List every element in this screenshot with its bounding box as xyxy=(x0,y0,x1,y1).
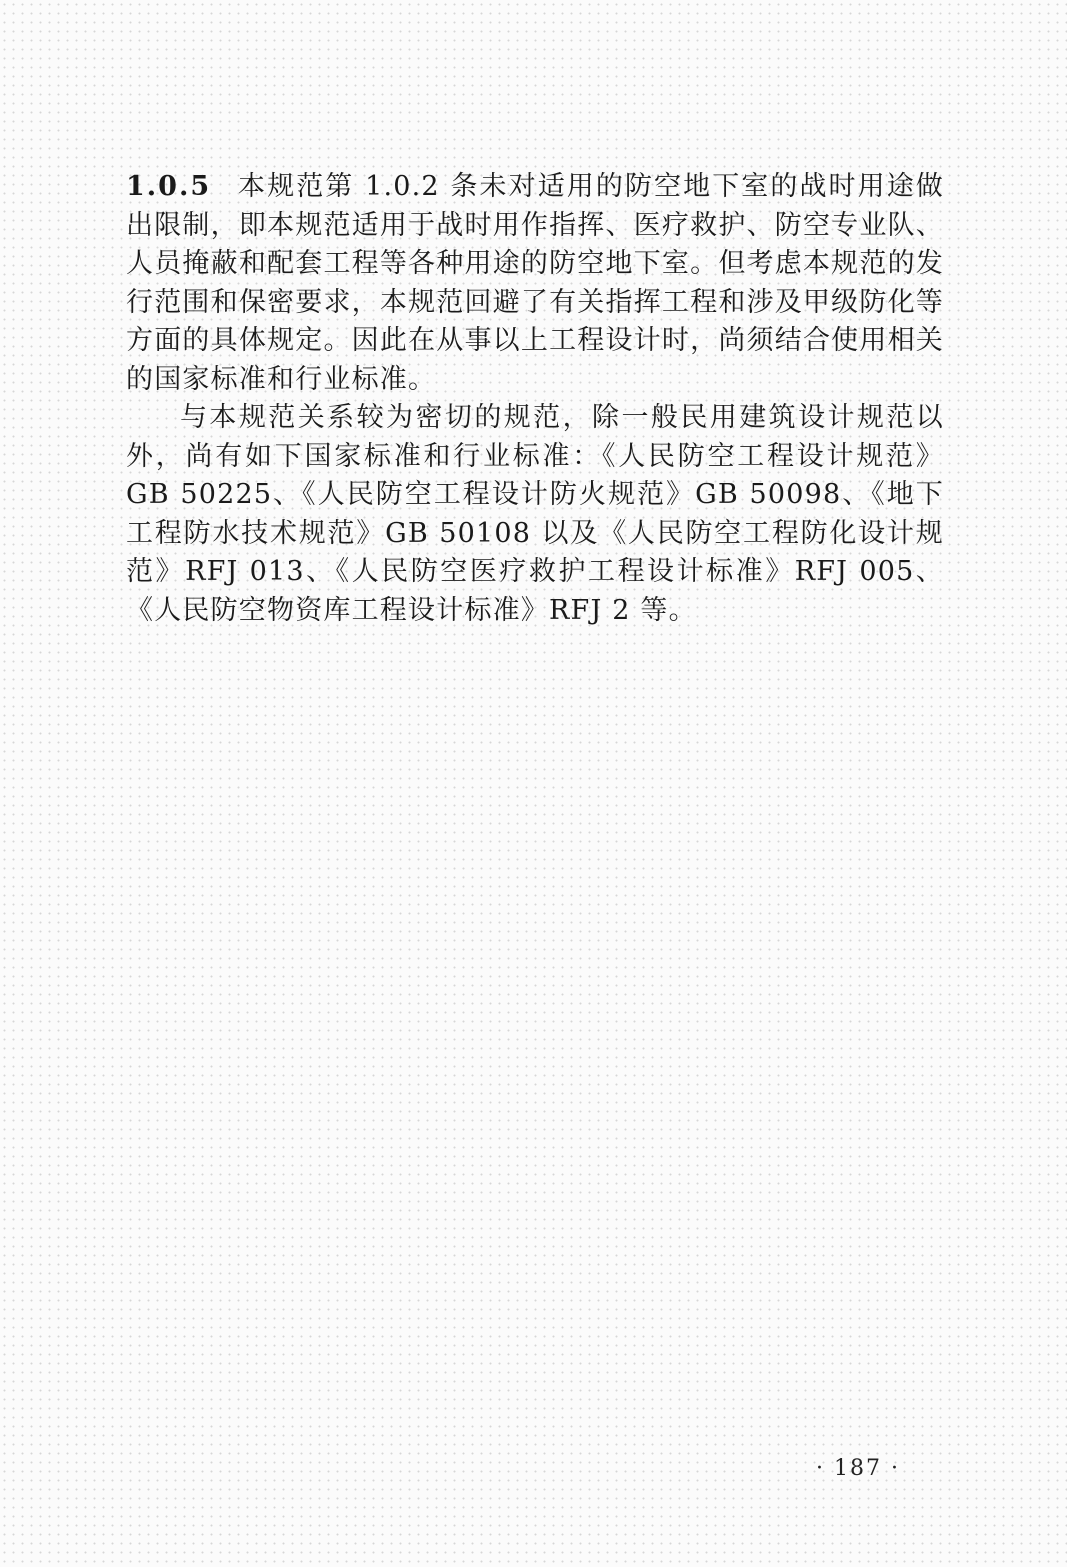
clause-number: 1.0.5 xyxy=(126,171,212,202)
clause-paragraph-1 xyxy=(126,168,944,399)
clause-paragraph-2: 与本规范关系较为密切的规范，除一般民用建筑设计规范以外，尚有如下国家标准和行业标准：《人民防空工程设计规范》GB 50225、《人民防空工程设计防火规范》GB 50098、《地下工程防水技术规范》GB 50108 以及《人民防空工程防化设计规范》RFJ 013、《人民防空医疗救护工程设计标准》RFJ 005、《人民防空物资库工程设计标准》RFJ 2 等。 xyxy=(126,402,945,626)
page-number: · 187 · xyxy=(816,1456,900,1481)
clause-paragraph-1-text: 本规范第 1.0.2 条未对适用的防空地下室的战时用途做出限制，即本规范适用于战时用作指挥、医疗救护、防空专业队、人员掩蔽和配套工程等各种用途的防空地下室。但考虑本规范的发行范围和保密要求，本规范回避了有关指挥工程和涉及甲级防化等方面的具体规定。因此在从事以上工程设计时，尚须结合使用相关的国家标准和行业标准。 xyxy=(126,171,944,395)
clause-text-block xyxy=(126,168,944,630)
